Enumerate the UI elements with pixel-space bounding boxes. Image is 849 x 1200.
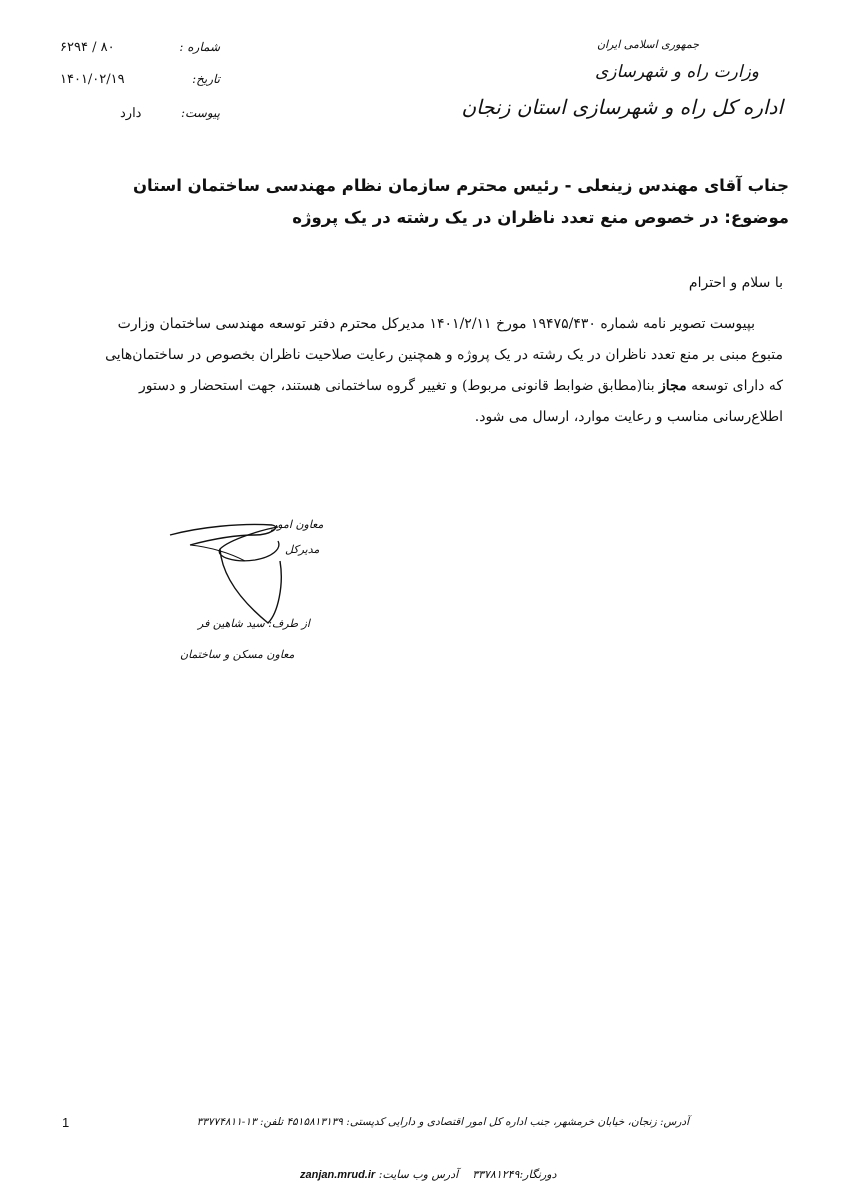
letter-number-row — [60, 40, 220, 60]
signature-from: از طرف: سید شاهین فر — [198, 617, 310, 630]
attachment-value: دارد — [120, 106, 142, 121]
footer-address: آدرس: زنجان، خیابان خرمشهر، جنب اداره کل امور اقتصادی و دارایی کدپستی: ۴۵۱۵۸۱۳۱۳۹ تلفن: ۱۳-۳۳۷۷۴۸۱۱ — [196, 1116, 689, 1128]
fax-label: دورنگار: — [519, 1168, 557, 1181]
body-bold-word: مجاز — [659, 378, 687, 394]
body-line-4: اطلاع‌رسانی مناسب و رعایت موارد، ارسال می شود. — [474, 409, 783, 425]
signature-note-2: مدیرکل — [285, 543, 320, 556]
header-republic: جمهوری اسلامی ایران — [596, 38, 699, 51]
page-number: 1 — [62, 1115, 70, 1130]
header-ministry: وزارت راه و شهرسازی — [594, 62, 759, 82]
signature-note-1: معاون امور — [272, 518, 324, 531]
letter-body — [61, 309, 783, 433]
attachment-label: پیوست: — [180, 106, 220, 120]
letter-date-label: تاریخ: — [192, 72, 220, 86]
signature-title: معاون مسکن و ساختمان — [180, 648, 295, 661]
fax-value: ۳۳۷۸۱۲۴۹ — [472, 1168, 520, 1181]
footer-web — [300, 1168, 556, 1181]
body-line-3 — [61, 371, 783, 402]
website-link[interactable]: zanjan.mrud.ir — [300, 1169, 376, 1181]
body-line-3-start: که دارای توسعه — [691, 378, 783, 394]
letter-date-value: ۱۴۰۱/۰۲/۱۹ — [60, 72, 125, 87]
subject-line: موضوع: در خصوص منع تعدد ناظران در یک رشته در یک پروژه — [292, 208, 789, 227]
body-line-1: بپیوست تصویر نامه شماره ۱۹۴۷۵/۴۳۰ مورخ ۱۴۰۱/۲/۱۱ مدیرکل محترم دفتر توسعه مهندسی ساختمان وزارت — [117, 316, 755, 332]
header-department: اداره کل راه و شهرسازی استان زنجان — [461, 95, 783, 119]
body-line-2: متبوع مبنی بر منع تعدد ناظران در یک رشته در یک پروژه و همچنین رعایت صلاحیت ناظران بخصوص در ساختمان‌هایی — [105, 347, 783, 363]
website-label: آدرس وب سایت: — [378, 1168, 459, 1181]
letter-number-label: شماره : — [179, 40, 220, 54]
recipient-line: جناب آقای مهندس زینعلی - رئیس محترم سازمان نظام مهندسی ساختمان استان — [132, 176, 789, 195]
body-line-3-end: بنا(مطابق ضوابط قانونی مربوط) و تغییر گروه ساختمانی هستند، جهت استحضار و دستور — [139, 378, 655, 394]
greeting: با سلام و احترام — [688, 275, 783, 291]
attachment-row — [60, 106, 220, 126]
letter-date-row — [60, 72, 220, 92]
letter-number-value: ۸۰ / ۶۲۹۴ — [60, 40, 115, 55]
